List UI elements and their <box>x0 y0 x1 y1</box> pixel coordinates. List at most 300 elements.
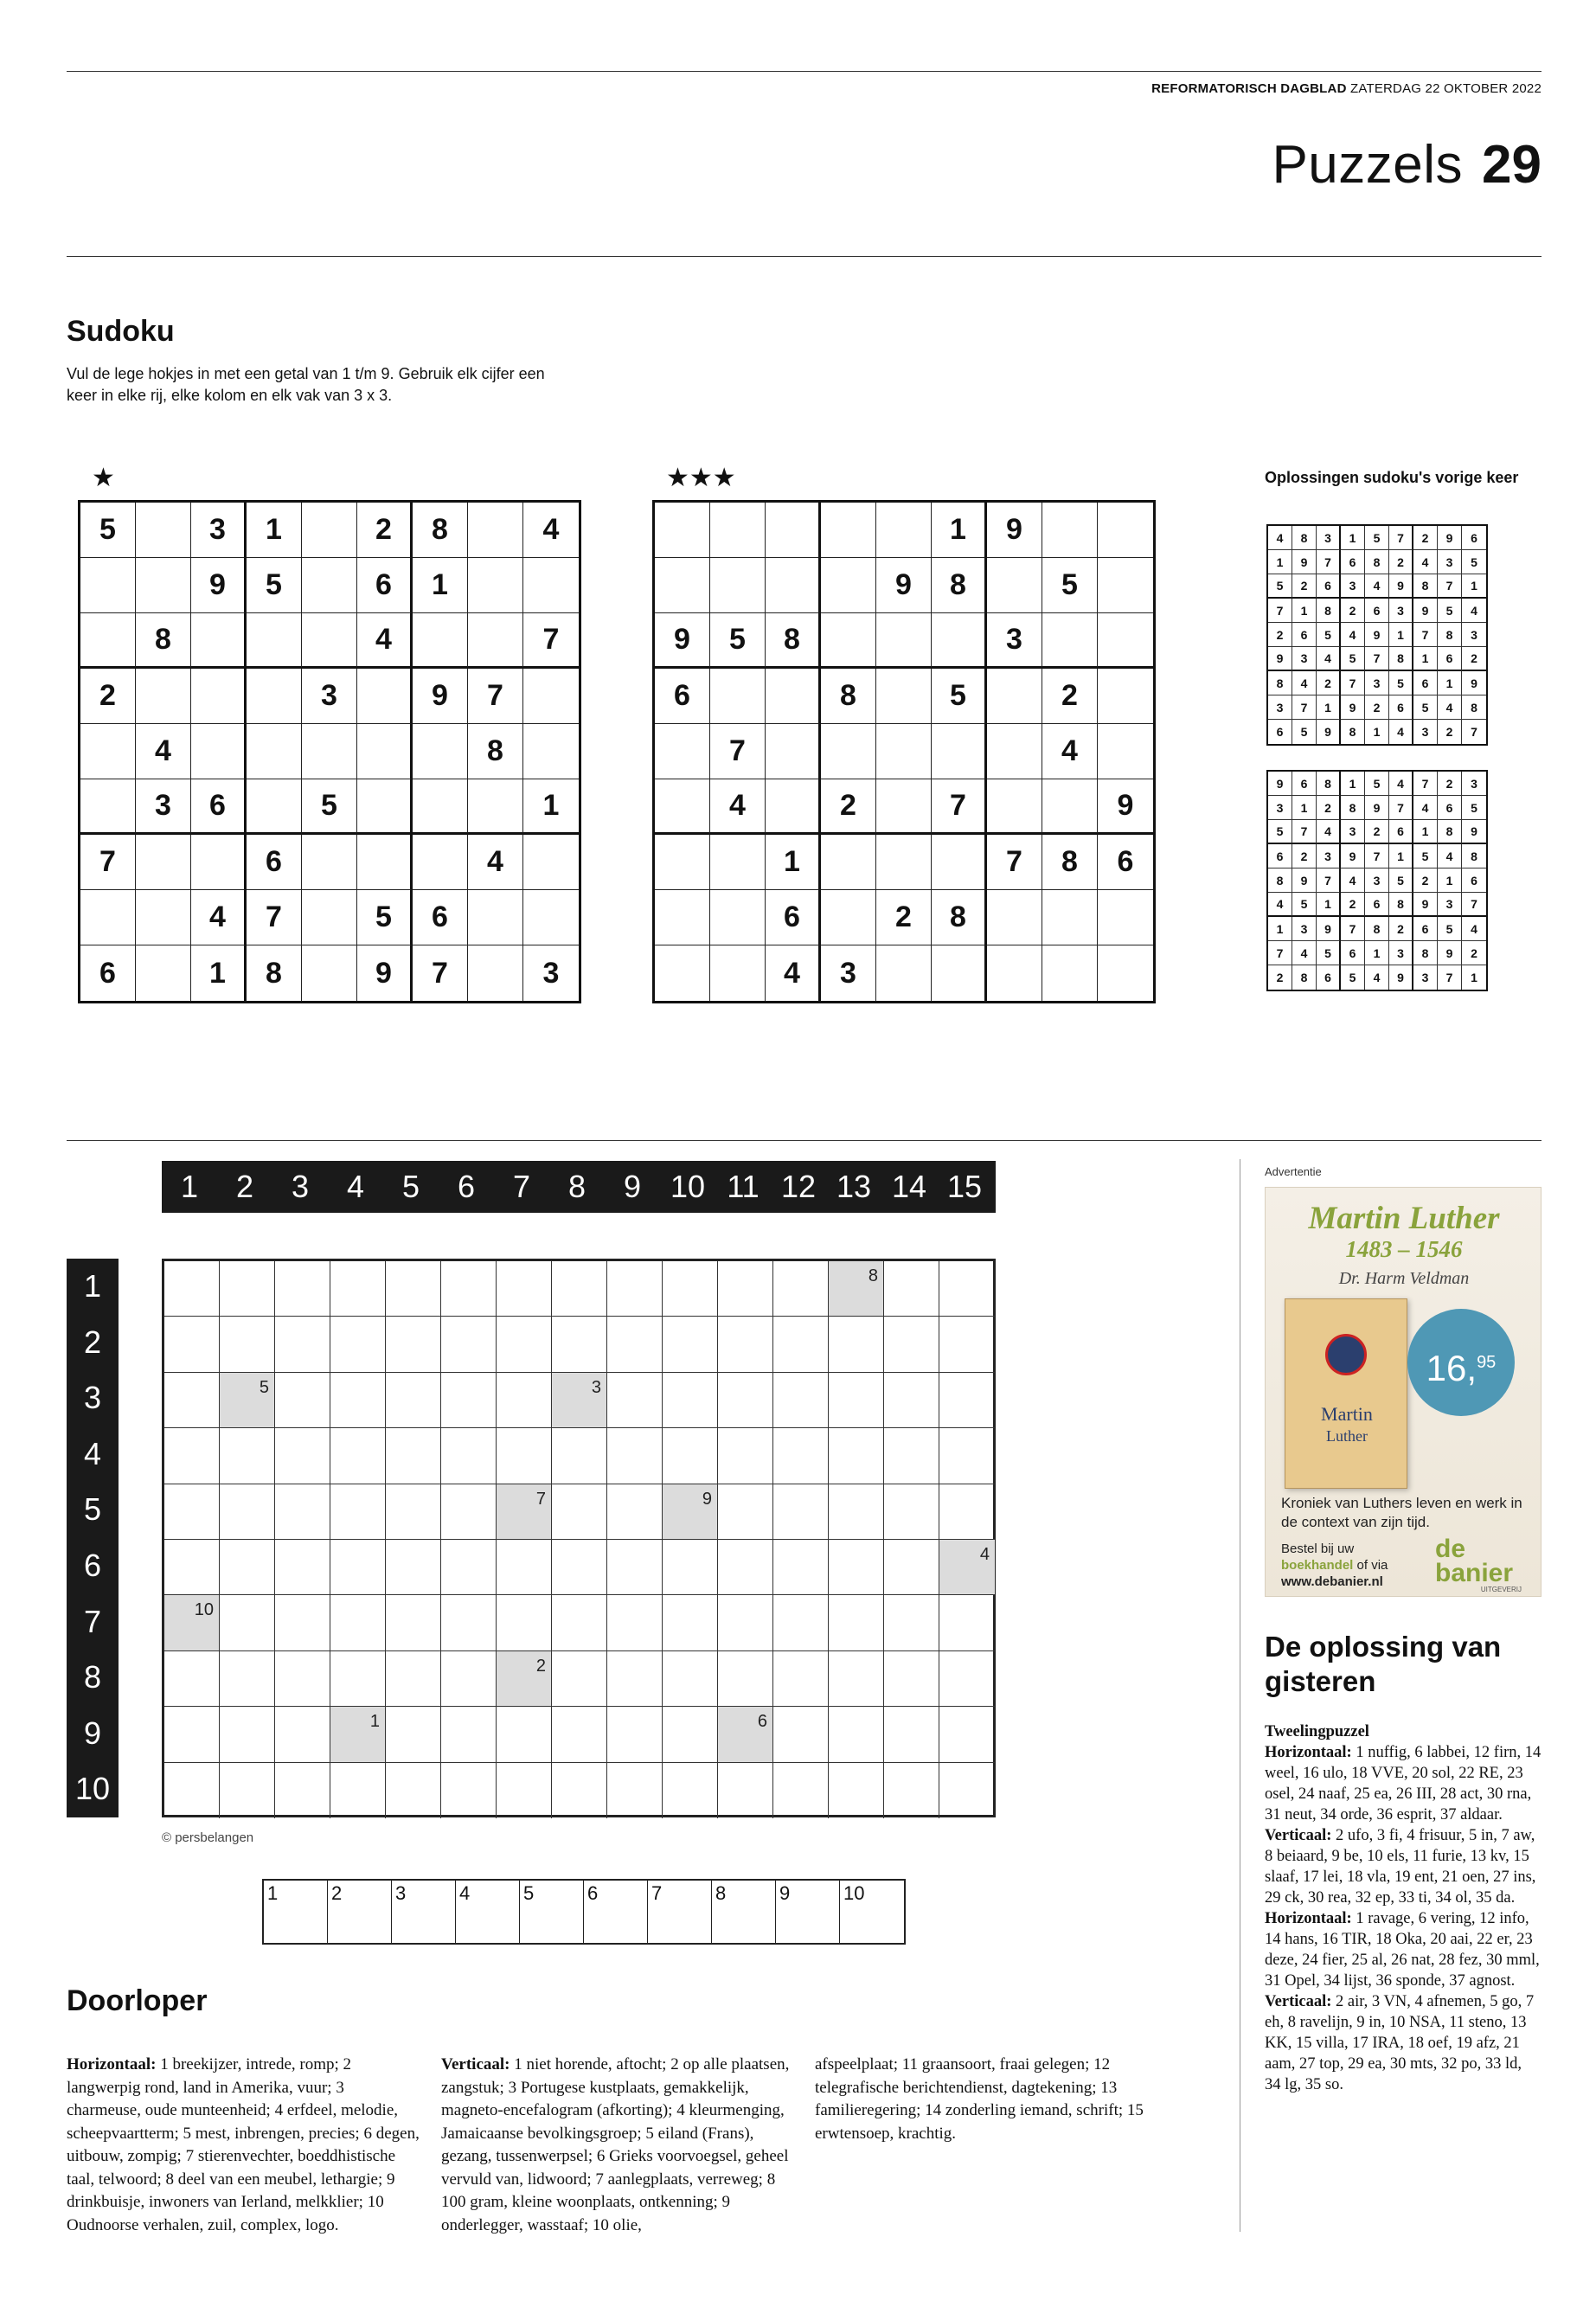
sudoku-cell[interactable] <box>710 503 766 558</box>
doorloper-cell[interactable] <box>829 1261 884 1317</box>
sudoku-cell[interactable] <box>710 890 766 945</box>
doorloper-cell[interactable] <box>663 1484 718 1540</box>
sudoku-cell[interactable]: 4 <box>1042 724 1098 779</box>
sudoku-cell[interactable] <box>932 613 987 669</box>
doorloper-cell[interactable] <box>330 1763 386 1818</box>
sudoku-cell[interactable]: 9 <box>1098 779 1153 835</box>
doorloper-cell[interactable] <box>330 1317 386 1372</box>
sudoku-cell[interactable]: 9 <box>876 558 932 613</box>
doorloper-cell[interactable] <box>607 1484 663 1540</box>
advert-url[interactable]: www.debanier.nl <box>1281 1574 1383 1589</box>
doorloper-cell[interactable] <box>497 1261 552 1317</box>
doorloper-cell[interactable] <box>275 1763 330 1818</box>
doorloper-cell[interactable] <box>939 1484 995 1540</box>
doorloper-cell[interactable] <box>829 1373 884 1428</box>
sudoku-cell[interactable] <box>80 779 136 835</box>
sudoku-cell[interactable]: 3 <box>821 945 876 1001</box>
sudoku-cell[interactable]: 3 <box>987 613 1042 669</box>
doorloper-cell[interactable] <box>663 1763 718 1818</box>
sudoku-cell[interactable] <box>821 835 876 890</box>
sudoku-cell[interactable] <box>523 558 579 613</box>
doorloper-cell[interactable] <box>829 1763 884 1818</box>
sudoku-cell[interactable]: 9 <box>413 669 468 724</box>
doorloper-cell[interactable] <box>275 1484 330 1540</box>
doorloper-cell[interactable] <box>497 1428 552 1484</box>
doorloper-cell[interactable] <box>386 1707 441 1762</box>
sudoku-cell[interactable]: 1 <box>932 503 987 558</box>
sudoku-cell[interactable]: 8 <box>766 613 821 669</box>
sudoku-cell[interactable] <box>876 669 932 724</box>
doorloper-cell[interactable] <box>441 1540 497 1595</box>
sudoku-cell[interactable] <box>302 613 357 669</box>
sudoku-cell[interactable] <box>80 890 136 945</box>
doorloper-cell[interactable] <box>275 1428 330 1484</box>
sudoku-cell[interactable] <box>766 779 821 835</box>
sudoku-cell[interactable] <box>136 890 191 945</box>
doorloper-cell[interactable] <box>164 1261 220 1317</box>
doorloper-cell[interactable] <box>164 1595 220 1650</box>
doorloper-cell[interactable] <box>164 1317 220 1372</box>
sudoku-cell[interactable]: 2 <box>80 669 136 724</box>
doorloper-cell[interactable] <box>884 1261 939 1317</box>
sudoku-cell[interactable]: 7 <box>413 945 468 1001</box>
doorloper-cell[interactable] <box>939 1317 995 1372</box>
sudoku-cell[interactable] <box>821 724 876 779</box>
doorloper-cell[interactable] <box>275 1373 330 1428</box>
sudoku-cell[interactable]: 7 <box>710 724 766 779</box>
sudoku-cell[interactable] <box>655 779 710 835</box>
doorloper-cell[interactable] <box>939 1595 995 1650</box>
answer-cell[interactable] <box>456 1881 520 1943</box>
sudoku-cell[interactable]: 9 <box>987 503 1042 558</box>
doorloper-cell[interactable] <box>718 1540 773 1595</box>
answer-cell[interactable] <box>584 1881 648 1943</box>
sudoku-cell[interactable] <box>655 724 710 779</box>
sudoku-cell[interactable] <box>302 945 357 1001</box>
sudoku-cell[interactable] <box>191 835 247 890</box>
sudoku-cell[interactable] <box>987 669 1042 724</box>
doorloper-cell[interactable] <box>441 1651 497 1707</box>
doorloper-cell[interactable] <box>164 1707 220 1762</box>
sudoku-cell[interactable]: 8 <box>932 558 987 613</box>
sudoku-cell[interactable] <box>80 613 136 669</box>
sudoku-cell[interactable] <box>247 779 302 835</box>
doorloper-cell[interactable] <box>330 1595 386 1650</box>
sudoku-cell[interactable]: 8 <box>1042 835 1098 890</box>
doorloper-cell[interactable] <box>829 1428 884 1484</box>
sudoku-cell[interactable]: 5 <box>357 890 413 945</box>
sudoku-cell[interactable] <box>357 779 413 835</box>
sudoku-cell[interactable]: 5 <box>247 558 302 613</box>
sudoku-cell[interactable]: 3 <box>136 779 191 835</box>
sudoku-cell[interactable] <box>1098 890 1153 945</box>
sudoku-cell[interactable] <box>468 779 523 835</box>
sudoku-cell[interactable] <box>136 835 191 890</box>
doorloper-cell[interactable] <box>663 1707 718 1762</box>
sudoku-cell[interactable] <box>357 835 413 890</box>
doorloper-cell[interactable] <box>884 1763 939 1818</box>
sudoku-cell[interactable]: 6 <box>357 558 413 613</box>
sudoku-cell[interactable]: 3 <box>302 669 357 724</box>
sudoku-cell[interactable]: 7 <box>247 890 302 945</box>
sudoku-cell[interactable] <box>468 945 523 1001</box>
sudoku-cell[interactable] <box>710 558 766 613</box>
sudoku-cell[interactable] <box>821 503 876 558</box>
sudoku-cell[interactable] <box>1042 890 1098 945</box>
sudoku-cell[interactable] <box>80 724 136 779</box>
doorloper-cell[interactable] <box>164 1651 220 1707</box>
doorloper-cell[interactable] <box>773 1540 829 1595</box>
sudoku-cell[interactable]: 2 <box>1042 669 1098 724</box>
sudoku-cell[interactable]: 9 <box>357 945 413 1001</box>
sudoku-cell[interactable]: 9 <box>191 558 247 613</box>
doorloper-cell[interactable] <box>552 1261 607 1317</box>
sudoku-cell[interactable]: 8 <box>932 890 987 945</box>
sudoku-cell[interactable]: 6 <box>413 890 468 945</box>
doorloper-cell[interactable] <box>939 1763 995 1818</box>
doorloper-cell[interactable] <box>607 1540 663 1595</box>
sudoku-cell[interactable]: 6 <box>655 669 710 724</box>
doorloper-cell[interactable] <box>607 1373 663 1428</box>
doorloper-cell[interactable] <box>773 1428 829 1484</box>
doorloper-cell[interactable] <box>773 1373 829 1428</box>
sudoku-cell[interactable] <box>987 945 1042 1001</box>
sudoku-cell[interactable] <box>655 890 710 945</box>
sudoku-cell[interactable] <box>468 503 523 558</box>
doorloper-cell[interactable] <box>220 1373 275 1428</box>
sudoku-cell[interactable] <box>1098 558 1153 613</box>
doorloper-cell[interactable] <box>718 1651 773 1707</box>
doorloper-cell[interactable] <box>607 1261 663 1317</box>
sudoku-cell[interactable] <box>1098 724 1153 779</box>
sudoku-cell[interactable] <box>876 724 932 779</box>
doorloper-cell[interactable] <box>607 1763 663 1818</box>
sudoku-cell[interactable] <box>766 724 821 779</box>
doorloper-cell[interactable] <box>220 1261 275 1317</box>
doorloper-cell[interactable] <box>607 1651 663 1707</box>
doorloper-cell[interactable] <box>939 1261 995 1317</box>
doorloper-cell[interactable] <box>164 1484 220 1540</box>
doorloper-cell[interactable] <box>220 1428 275 1484</box>
sudoku-cell[interactable]: 5 <box>1042 558 1098 613</box>
sudoku-cell[interactable] <box>1042 613 1098 669</box>
doorloper-cell[interactable] <box>552 1317 607 1372</box>
doorloper-grid[interactable] <box>162 1259 996 1817</box>
doorloper-cell[interactable] <box>441 1707 497 1762</box>
sudoku-cell[interactable] <box>821 613 876 669</box>
doorloper-cell[interactable] <box>552 1428 607 1484</box>
doorloper-cell[interactable] <box>386 1540 441 1595</box>
sudoku-cell[interactable] <box>1042 945 1098 1001</box>
sudoku-cell[interactable] <box>655 558 710 613</box>
doorloper-cell[interactable] <box>552 1707 607 1762</box>
answer-cell[interactable] <box>328 1881 392 1943</box>
doorloper-cell[interactable] <box>939 1373 995 1428</box>
sudoku-cell[interactable]: 4 <box>136 724 191 779</box>
sudoku-cell[interactable] <box>876 613 932 669</box>
sudoku-cell[interactable] <box>136 558 191 613</box>
doorloper-cell[interactable] <box>718 1595 773 1650</box>
sudoku-cell[interactable] <box>987 890 1042 945</box>
doorloper-cell[interactable] <box>884 1484 939 1540</box>
sudoku-cell[interactable]: 1 <box>523 779 579 835</box>
sudoku-cell[interactable] <box>191 724 247 779</box>
doorloper-cell[interactable] <box>220 1651 275 1707</box>
sudoku-cell[interactable] <box>655 835 710 890</box>
sudoku-cell[interactable] <box>766 558 821 613</box>
sudoku-cell[interactable] <box>876 503 932 558</box>
doorloper-cell[interactable] <box>939 1651 995 1707</box>
sudoku-cell[interactable]: 6 <box>766 890 821 945</box>
sudoku-cell[interactable] <box>710 835 766 890</box>
sudoku-cell[interactable] <box>302 835 357 890</box>
doorloper-cell[interactable] <box>441 1484 497 1540</box>
doorloper-cell[interactable] <box>884 1317 939 1372</box>
doorloper-cell[interactable] <box>939 1540 995 1595</box>
doorloper-cell[interactable] <box>497 1651 552 1707</box>
sudoku-cell[interactable] <box>413 835 468 890</box>
doorloper-cell[interactable] <box>607 1317 663 1372</box>
doorloper-cell[interactable] <box>773 1595 829 1650</box>
answer-row[interactable] <box>262 1879 906 1945</box>
sudoku-cell[interactable]: 6 <box>80 945 136 1001</box>
sudoku-cell[interactable]: 6 <box>1098 835 1153 890</box>
doorloper-cell[interactable] <box>275 1317 330 1372</box>
doorloper-cell[interactable] <box>552 1540 607 1595</box>
doorloper-cell[interactable] <box>275 1707 330 1762</box>
doorloper-cell[interactable] <box>663 1595 718 1650</box>
sudoku-cell[interactable] <box>987 558 1042 613</box>
doorloper-cell[interactable] <box>607 1707 663 1762</box>
sudoku-cell[interactable] <box>1098 945 1153 1001</box>
doorloper-cell[interactable] <box>497 1317 552 1372</box>
sudoku-cell[interactable]: 8 <box>247 945 302 1001</box>
sudoku-grid-easy[interactable] <box>78 500 581 1003</box>
sudoku-cell[interactable] <box>987 724 1042 779</box>
sudoku-cell[interactable]: 2 <box>821 779 876 835</box>
sudoku-cell[interactable]: 8 <box>136 613 191 669</box>
doorloper-cell[interactable] <box>829 1317 884 1372</box>
doorloper-cell[interactable] <box>773 1317 829 1372</box>
doorloper-cell[interactable] <box>441 1763 497 1818</box>
doorloper-cell[interactable] <box>275 1651 330 1707</box>
advert-martin-luther[interactable] <box>1265 1187 1542 1597</box>
doorloper-cell[interactable] <box>441 1428 497 1484</box>
doorloper-cell[interactable] <box>386 1595 441 1650</box>
doorloper-cell[interactable] <box>718 1373 773 1428</box>
doorloper-cell[interactable] <box>607 1428 663 1484</box>
doorloper-cell[interactable] <box>829 1595 884 1650</box>
doorloper-cell[interactable] <box>884 1540 939 1595</box>
sudoku-cell[interactable]: 7 <box>987 835 1042 890</box>
sudoku-cell[interactable]: 3 <box>542 956 560 990</box>
doorloper-cell[interactable] <box>220 1540 275 1595</box>
doorloper-cell[interactable] <box>663 1540 718 1595</box>
sudoku-cell[interactable]: 1 <box>247 503 302 558</box>
answer-cell[interactable] <box>840 1881 904 1943</box>
sudoku-cell[interactable] <box>932 835 987 890</box>
doorloper-cell[interactable] <box>441 1595 497 1650</box>
answer-cell[interactable] <box>712 1881 776 1943</box>
sudoku-cell[interactable]: 2 <box>357 503 413 558</box>
doorloper-cell[interactable] <box>220 1595 275 1650</box>
sudoku-cell[interactable] <box>357 724 413 779</box>
answer-cell[interactable] <box>264 1881 328 1943</box>
doorloper-cell[interactable] <box>552 1651 607 1707</box>
sudoku-cell[interactable] <box>932 945 987 1001</box>
doorloper-cell[interactable] <box>939 1428 995 1484</box>
doorloper-cell[interactable] <box>718 1763 773 1818</box>
sudoku-cell[interactable]: 1 <box>413 558 468 613</box>
answer-cell[interactable] <box>648 1881 712 1943</box>
sudoku-cell[interactable] <box>876 945 932 1001</box>
doorloper-cell[interactable] <box>441 1261 497 1317</box>
doorloper-cell[interactable] <box>663 1317 718 1372</box>
doorloper-cell[interactable] <box>939 1707 995 1762</box>
doorloper-cell[interactable] <box>718 1707 773 1762</box>
sudoku-cell[interactable]: 6 <box>247 835 302 890</box>
doorloper-cell[interactable] <box>718 1317 773 1372</box>
doorloper-cell[interactable] <box>164 1763 220 1818</box>
sudoku-cell[interactable] <box>136 945 191 1001</box>
doorloper-cell[interactable] <box>275 1540 330 1595</box>
sudoku-cell[interactable]: 5 <box>932 669 987 724</box>
sudoku-cell[interactable] <box>1042 779 1098 835</box>
sudoku-cell[interactable] <box>247 613 302 669</box>
doorloper-cell[interactable] <box>220 1763 275 1818</box>
doorloper-cell[interactable] <box>552 1484 607 1540</box>
answer-cell[interactable] <box>776 1881 840 1943</box>
sudoku-cell[interactable] <box>191 613 247 669</box>
sudoku-cell[interactable]: 7 <box>523 613 579 669</box>
sudoku-cell[interactable] <box>710 945 766 1001</box>
doorloper-cell[interactable] <box>164 1428 220 1484</box>
answer-cell[interactable] <box>520 1881 584 1943</box>
doorloper-cell[interactable] <box>330 1373 386 1428</box>
sudoku-cell[interactable] <box>523 724 579 779</box>
doorloper-cell[interactable] <box>773 1484 829 1540</box>
doorloper-cell[interactable] <box>552 1763 607 1818</box>
sudoku-cell[interactable]: 2 <box>876 890 932 945</box>
doorloper-cell[interactable] <box>884 1373 939 1428</box>
doorloper-cell[interactable] <box>663 1428 718 1484</box>
doorloper-cell[interactable] <box>718 1261 773 1317</box>
doorloper-cell[interactable] <box>275 1595 330 1650</box>
sudoku-cell[interactable] <box>413 779 468 835</box>
sudoku-cell[interactable] <box>302 503 357 558</box>
sudoku-cell[interactable]: 8 <box>821 669 876 724</box>
sudoku-cell[interactable] <box>1042 503 1098 558</box>
sudoku-cell[interactable] <box>1098 613 1153 669</box>
sudoku-cell[interactable] <box>1098 503 1153 558</box>
doorloper-cell[interactable] <box>220 1707 275 1762</box>
doorloper-cell[interactable] <box>497 1763 552 1818</box>
sudoku-cell[interactable] <box>136 669 191 724</box>
doorloper-cell[interactable] <box>663 1261 718 1317</box>
doorloper-cell[interactable] <box>386 1317 441 1372</box>
sudoku-cell[interactable] <box>523 669 579 724</box>
doorloper-cell[interactable] <box>330 1428 386 1484</box>
doorloper-cell[interactable] <box>441 1317 497 1372</box>
sudoku-cell[interactable]: 4 <box>191 890 247 945</box>
sudoku-cell[interactable] <box>191 669 247 724</box>
doorloper-cell[interactable] <box>497 1595 552 1650</box>
sudoku-cell[interactable] <box>1098 669 1153 724</box>
doorloper-cell[interactable] <box>386 1763 441 1818</box>
sudoku-cell[interactable]: 5 <box>302 779 357 835</box>
sudoku-cell[interactable] <box>523 890 579 945</box>
doorloper-cell[interactable] <box>607 1595 663 1650</box>
doorloper-cell[interactable] <box>773 1763 829 1818</box>
sudoku-cell[interactable]: 7 <box>932 779 987 835</box>
sudoku-cell[interactable]: 8 <box>468 724 523 779</box>
doorloper-cell[interactable] <box>497 1540 552 1595</box>
doorloper-cell[interactable] <box>773 1707 829 1762</box>
sudoku-cell[interactable]: 7 <box>80 835 136 890</box>
doorloper-cell[interactable] <box>884 1428 939 1484</box>
doorloper-cell[interactable] <box>497 1373 552 1428</box>
doorloper-cell[interactable] <box>441 1373 497 1428</box>
doorloper-cell[interactable] <box>386 1373 441 1428</box>
sudoku-cell[interactable]: 7 <box>468 669 523 724</box>
sudoku-cell[interactable] <box>302 890 357 945</box>
sudoku-cell[interactable]: 9 <box>655 613 710 669</box>
sudoku-cell[interactable]: 3 <box>191 503 247 558</box>
doorloper-cell[interactable] <box>829 1651 884 1707</box>
doorloper-cell[interactable] <box>386 1484 441 1540</box>
doorloper-cell[interactable] <box>330 1484 386 1540</box>
sudoku-cell[interactable]: 1 <box>191 945 247 1001</box>
doorloper-cell[interactable] <box>497 1707 552 1762</box>
sudoku-cell[interactable] <box>766 503 821 558</box>
doorloper-cell[interactable] <box>663 1373 718 1428</box>
sudoku-cell[interactable] <box>468 613 523 669</box>
sudoku-cell[interactable] <box>932 724 987 779</box>
sudoku-cell[interactable] <box>468 558 523 613</box>
sudoku-cell[interactable]: 5 <box>710 613 766 669</box>
sudoku-cell[interactable]: 4 <box>523 503 579 558</box>
doorloper-cell[interactable] <box>773 1651 829 1707</box>
sudoku-grid-hard[interactable] <box>652 500 1156 1003</box>
doorloper-cell[interactable] <box>663 1651 718 1707</box>
doorloper-cell[interactable] <box>497 1484 552 1540</box>
sudoku-cell[interactable] <box>876 835 932 890</box>
sudoku-cell[interactable] <box>302 724 357 779</box>
sudoku-cell[interactable] <box>655 945 710 1001</box>
doorloper-cell[interactable] <box>552 1595 607 1650</box>
sudoku-cell[interactable]: 1 <box>766 835 821 890</box>
doorloper-cell[interactable] <box>718 1484 773 1540</box>
sudoku-cell[interactable] <box>821 890 876 945</box>
sudoku-cell[interactable]: 6 <box>191 779 247 835</box>
sudoku-cell[interactable] <box>247 669 302 724</box>
sudoku-cell[interactable] <box>821 558 876 613</box>
doorloper-cell[interactable] <box>718 1428 773 1484</box>
doorloper-cell[interactable] <box>220 1484 275 1540</box>
sudoku-cell[interactable] <box>357 669 413 724</box>
sudoku-cell[interactable] <box>766 669 821 724</box>
sudoku-cell[interactable]: 4 <box>468 835 523 890</box>
sudoku-cell[interactable] <box>710 669 766 724</box>
doorloper-cell[interactable] <box>829 1484 884 1540</box>
doorloper-cell[interactable] <box>386 1428 441 1484</box>
sudoku-cell[interactable] <box>413 613 468 669</box>
doorloper-cell[interactable] <box>773 1261 829 1317</box>
doorloper-cell[interactable] <box>884 1707 939 1762</box>
sudoku-cell[interactable] <box>876 779 932 835</box>
sudoku-cell[interactable] <box>655 503 710 558</box>
doorloper-cell[interactable] <box>330 1707 386 1762</box>
